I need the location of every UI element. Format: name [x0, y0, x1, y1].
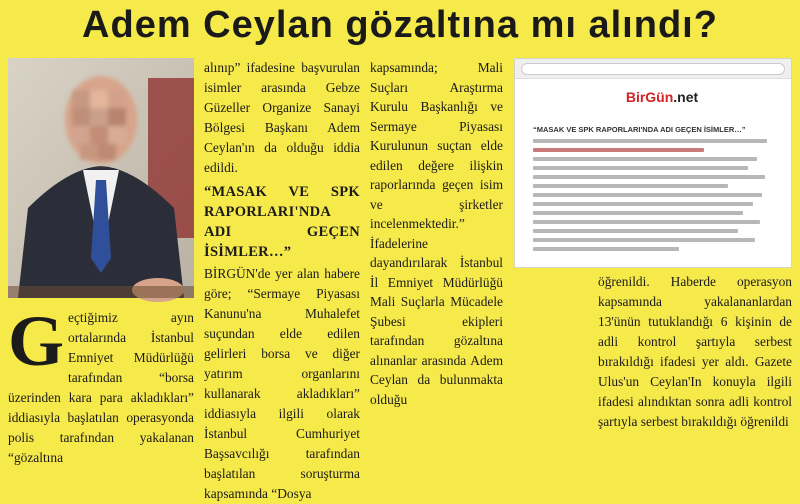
column-3 — [370, 58, 503, 409]
screenshot-body-text — [533, 139, 777, 256]
url-bar — [521, 63, 785, 75]
col2-paragraph-1: alınıp” ifadesine başvurulan isimler arasında Gebze Güzeller Organize Sanayi Bölgesi Başkanı Adem Ceylan'ın da olduğu iddia edildi. — [204, 60, 360, 175]
col3-text: kapsamında; Mali Suçları Araştırma Kurulu Başkanlığı ve Sermaye Piyasası Kurulunun suçtan elde edilen değere ilişkin raporlarında geçen isim ve şirketler incelenmektedir.” İfadelerine dayandırılarak İstanbul İl Emniyet Müdürlüğü Mali Suçlarla Mücadele Şubesi ekipleri tarafından gözaltına alınanlar arasında Adem Ceylan da bulunmakta olduğu — [370, 60, 503, 407]
birgun-logo: BirGün.net — [625, 89, 699, 105]
browser-bar — [515, 59, 791, 79]
birgun-screenshot — [514, 58, 792, 268]
drop-cap: G — [8, 301, 65, 381]
col1-text: eçtiğimiz ayın ortalarında İstanbul Emniyet Müdürlüğü tarafından “borsa üzerinden kara para akladıkları” iddiasıyla başlatılan operasyonda polis tarafından yakalanan “gözaltına — [8, 310, 194, 465]
column-1 — [8, 301, 194, 468]
headline: Adem Ceylan gözaltına mı alındı? — [82, 3, 718, 46]
column-2 — [204, 58, 360, 504]
portrait-photo — [8, 58, 194, 298]
col2-subhead: “MASAK VE SPK RAPORLARI'NDA ADI GEÇEN İSİMLER…” — [204, 184, 360, 260]
screenshot-article-title: “MASAK VE SPK RAPORLARI'NDA ADI GEÇEN İSİMLER…” — [533, 125, 746, 134]
col4-text: öğrenildi. Haberde operasyon kapsamında yakalananlardan 13'ünün tutuklandığı 6 kişinin de adli kontrol şartıyla serbest bırakıldığı ifadesi yer aldı. Gazete Ulus'un Ceylan'In konuyla ilgili ifadesi alındıktan sonra adli kontrol şartıyla serbest bırakıldığı öğrenildi — [598, 274, 792, 429]
col2-paragraph-2: BİRGÜN'de yer alan habere göre; “Sermaye Piyasası Kanunu'na Muhalefet suçundan elde edilen gelirleri borsa ve diğer yatırım organlarını kullanarak akladıkları” iddiasıyla ilgili olarak İstanbul Cumhuriyet Başsavcılığı tarafından başlatılan soruşturma kapsamında “Dosya — [204, 266, 360, 501]
column-4 — [598, 272, 792, 432]
